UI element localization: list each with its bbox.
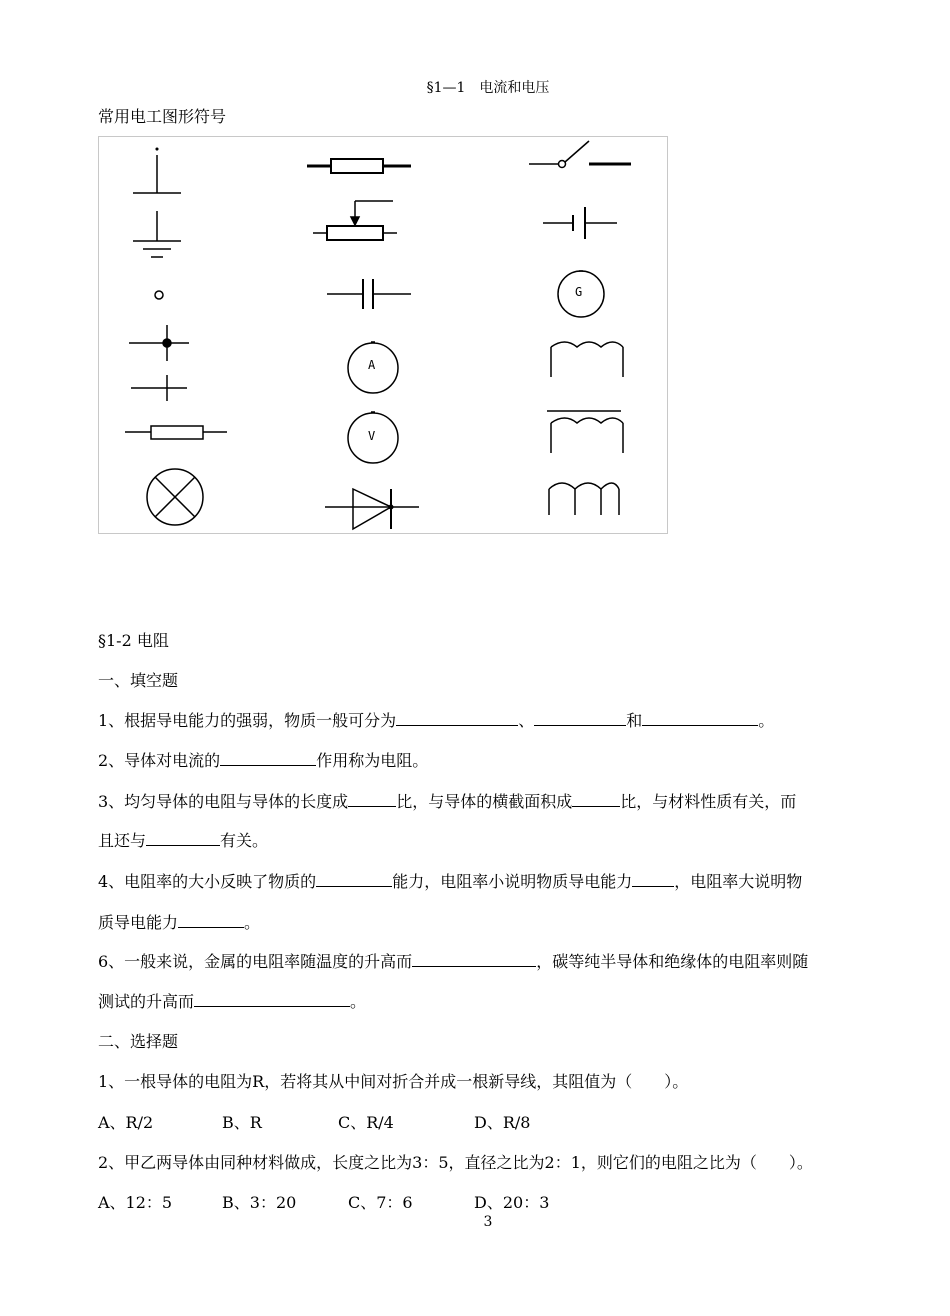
part-2-title: 二、选择题 (98, 1032, 179, 1051)
section-1-title: §1—1 电流和电压 (426, 80, 550, 96)
blank[interactable] (642, 711, 758, 726)
crossing-no-connect-symbol (131, 375, 187, 401)
question-6: 6、一般来说，金属的电阻率随温度的升高而 ，碳等纯半导体和绝缘体的电阻率则随 (98, 952, 809, 971)
terminal-node-symbol (155, 291, 163, 299)
diode-symbol (325, 489, 419, 529)
capacitor-symbol (327, 279, 411, 309)
fuse-symbol (125, 426, 227, 439)
option-c[interactable]: C、7：6 (348, 1193, 413, 1212)
blank[interactable] (632, 872, 674, 887)
blank[interactable] (220, 751, 316, 766)
option-b[interactable]: B、3：20 (222, 1193, 297, 1212)
mc-options-2 (98, 1190, 549, 1213)
ammeter-letter: A (368, 358, 376, 372)
blank[interactable] (316, 872, 392, 887)
symbol-table (98, 136, 668, 534)
ground-symbol (133, 211, 181, 257)
lamp-symbol (147, 469, 203, 525)
blank[interactable] (146, 831, 220, 846)
iron-core-inductor-symbol (547, 411, 623, 453)
junction-node-symbol (129, 325, 189, 361)
power-terminal-symbol (133, 148, 181, 193)
question-1: 1、根据导电能力的强弱，物质一般可分为 、 和 。 (98, 711, 775, 730)
blank[interactable] (396, 711, 518, 726)
blank[interactable] (572, 792, 620, 807)
potentiometer-symbol (313, 201, 397, 240)
mc-question-1: 1、一根导体的电阻为R，若将其从中间对折合并成一根新导线，其阻值为（ ）。 (98, 1072, 689, 1091)
mc-question-2: 2、甲乙两导体由同种材料做成，长度之比为3：5，直径之比为2：1，则它们的电阻之比为（ ）。 (98, 1153, 813, 1172)
tapped-inductor-symbol (549, 483, 619, 515)
blank[interactable] (348, 792, 396, 807)
inductor-symbol (551, 342, 623, 377)
blank[interactable] (412, 952, 536, 967)
blank[interactable] (194, 992, 350, 1007)
section-2-title: §1-2 电阻 (98, 631, 169, 650)
option-d[interactable]: D、R/8 (474, 1113, 531, 1132)
question-6-cont: 测试的升高而 。 (98, 992, 367, 1011)
mc-options-1 (98, 1110, 530, 1133)
question-3: 3、均匀导体的电阻与导体的长度成 比，与导体的横截面积成 比，与材料性质有关，而 (98, 792, 797, 811)
blank[interactable] (178, 913, 244, 928)
voltmeter-letter: V (368, 429, 376, 443)
question-4: 4、电阻率的大小反映了物质的 能力，电阻率小说明物质导电能力 ，电阻率大说明物 (98, 872, 803, 891)
page-number: 3 (483, 1214, 493, 1230)
symbol-drawing (99, 137, 669, 535)
switch-symbol (529, 141, 631, 168)
option-a[interactable]: A、R/2 (98, 1113, 154, 1132)
option-c[interactable]: C、R/4 (338, 1113, 394, 1132)
generator-letter: G (575, 285, 583, 299)
question-2: 2、导体对电流的 作用称为电阻。 (98, 751, 429, 770)
blank[interactable] (534, 711, 626, 726)
option-d[interactable]: D、20：3 (474, 1193, 550, 1212)
question-3-cont: 且还与 有关。 (98, 831, 269, 850)
symbols-heading: 常用电工图形符号 (98, 107, 227, 126)
battery-symbol (543, 207, 617, 239)
option-b[interactable]: B、R (222, 1113, 262, 1132)
part-1-title: 一、填空题 (98, 671, 179, 690)
question-4-cont: 质导电能力 。 (98, 913, 261, 932)
resistor-symbol (307, 159, 411, 173)
option-a[interactable]: A、12：5 (98, 1193, 173, 1212)
